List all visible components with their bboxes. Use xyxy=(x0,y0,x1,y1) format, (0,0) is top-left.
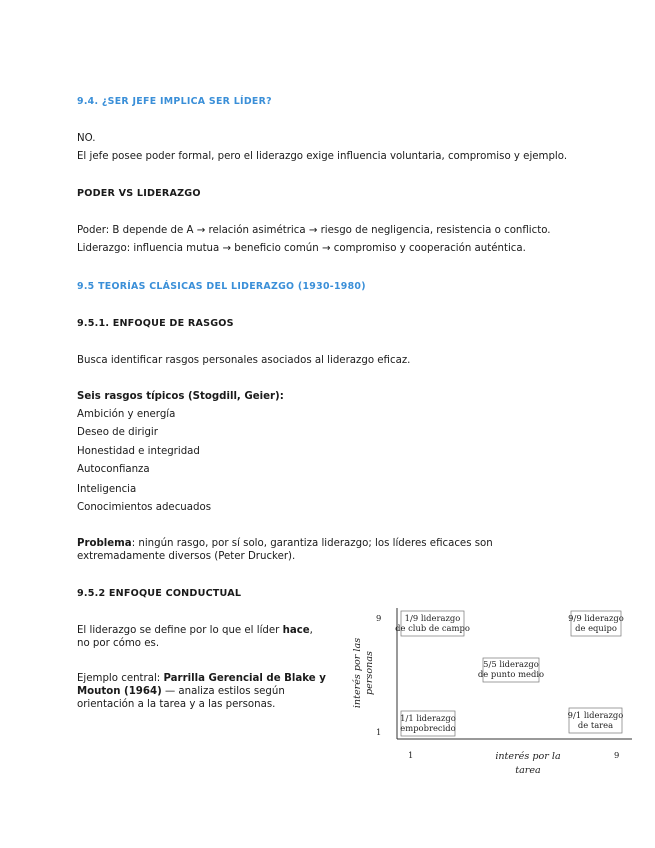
grid-y-title-line1: interés por las xyxy=(352,637,363,709)
problem-line-2: extremadamente diversos (Peter Drucker). xyxy=(77,551,296,562)
p2-text-b: — analiza estilos según xyxy=(161,686,285,697)
box-empobrecido-line1: 1/1 liderazgo xyxy=(400,713,456,723)
p2-bold-b: Mouton (1964) xyxy=(77,686,162,697)
p1-bold: hace xyxy=(282,625,310,636)
problem-label: Problema xyxy=(77,538,132,549)
poder-vs-heading: PODER VS LIDERAZGO xyxy=(77,188,201,199)
conductual-p1-line1 xyxy=(77,625,313,636)
grid-x-left-label: 1 xyxy=(408,750,414,760)
box-medio-line2: de punto medio xyxy=(477,669,545,679)
p1-text-a: El liderazgo se define por lo que el líder xyxy=(77,625,283,636)
conductual-p2-line2 xyxy=(77,686,285,697)
managerial-grid xyxy=(340,603,640,783)
section-951-intro: Busca identificar rasgos personales asociados al liderazgo eficaz. xyxy=(77,355,411,366)
box-equipo-line2: de equipo xyxy=(575,623,617,633)
section-94-heading: 9.4. ¿SER JEFE IMPLICA SER LÍDER? xyxy=(77,96,272,107)
trait-item: Autoconfianza xyxy=(77,464,150,475)
grid-y-title-line2: personas xyxy=(364,651,375,695)
p1-text-b: , xyxy=(309,625,313,636)
traits-title: Seis rasgos típicos (Stogdill, Geier): xyxy=(77,391,284,402)
conductual-p1-line2: no por cómo es. xyxy=(77,638,160,649)
liderazgo-line: Liderazgo: influencia mutua → beneficio común → compromiso y cooperación auténtica. xyxy=(77,243,526,254)
box-medio-line1: 5/5 liderazgo xyxy=(483,659,539,669)
box-equipo-line1: 9/9 liderazgo xyxy=(568,613,624,623)
conductual-p2-line3: orientación a la tarea y a las personas. xyxy=(77,699,276,710)
problem-text: : ningún rasgo, por sí solo, garantiza liderazgo; los líderes eficaces son xyxy=(131,538,493,549)
section-94-answer: NO. xyxy=(77,133,96,144)
conductual-p2-line1 xyxy=(77,673,326,684)
trait-item: Ambición y energía xyxy=(77,409,176,420)
box-club-line1: 1/9 liderazgo xyxy=(404,613,461,623)
grid-y-top-label: 9 xyxy=(376,613,382,623)
box-tarea-line1: 9/1 liderazgo xyxy=(567,710,624,720)
p2-bold-a: Parrilla Gerencial de Blake y xyxy=(163,673,326,684)
grid-x-title-line1: interés por la xyxy=(495,751,561,762)
section-94-explanation: El jefe posee poder formal, pero el liderazgo exige influencia voluntaria, compromiso y ejemplo. xyxy=(77,151,568,162)
trait-item: Inteligencia xyxy=(77,484,137,495)
trait-item: Deseo de dirigir xyxy=(77,427,158,438)
poder-line: Poder: B depende de A → relación asimétrica → riesgo de negligencia, resistencia o conflicto. xyxy=(77,225,551,236)
section-95-heading: 9.5 TEORÍAS CLÁSICAS DEL LIDERAZGO (1930-1980) xyxy=(77,281,366,292)
box-empobrecido-line2: empobrecido xyxy=(400,723,456,733)
section-952-heading: 9.5.2 ENFOQUE CONDUCTUAL xyxy=(77,588,242,599)
trait-item: Conocimientos adecuados xyxy=(77,502,212,513)
grid-x-title-line2: tarea xyxy=(515,765,541,776)
p2-text-a: Ejemplo central: xyxy=(77,673,164,684)
problem-line-1 xyxy=(77,538,493,549)
grid-y-bottom-label: 1 xyxy=(376,727,382,737)
trait-item: Honestidad e integridad xyxy=(77,446,200,457)
box-tarea-line2: de tarea xyxy=(577,720,614,730)
grid-x-right-label: 9 xyxy=(614,750,620,760)
box-club-line2: de club de campo xyxy=(395,623,470,633)
section-951-heading: 9.5.1. ENFOQUE DE RASGOS xyxy=(77,318,234,329)
